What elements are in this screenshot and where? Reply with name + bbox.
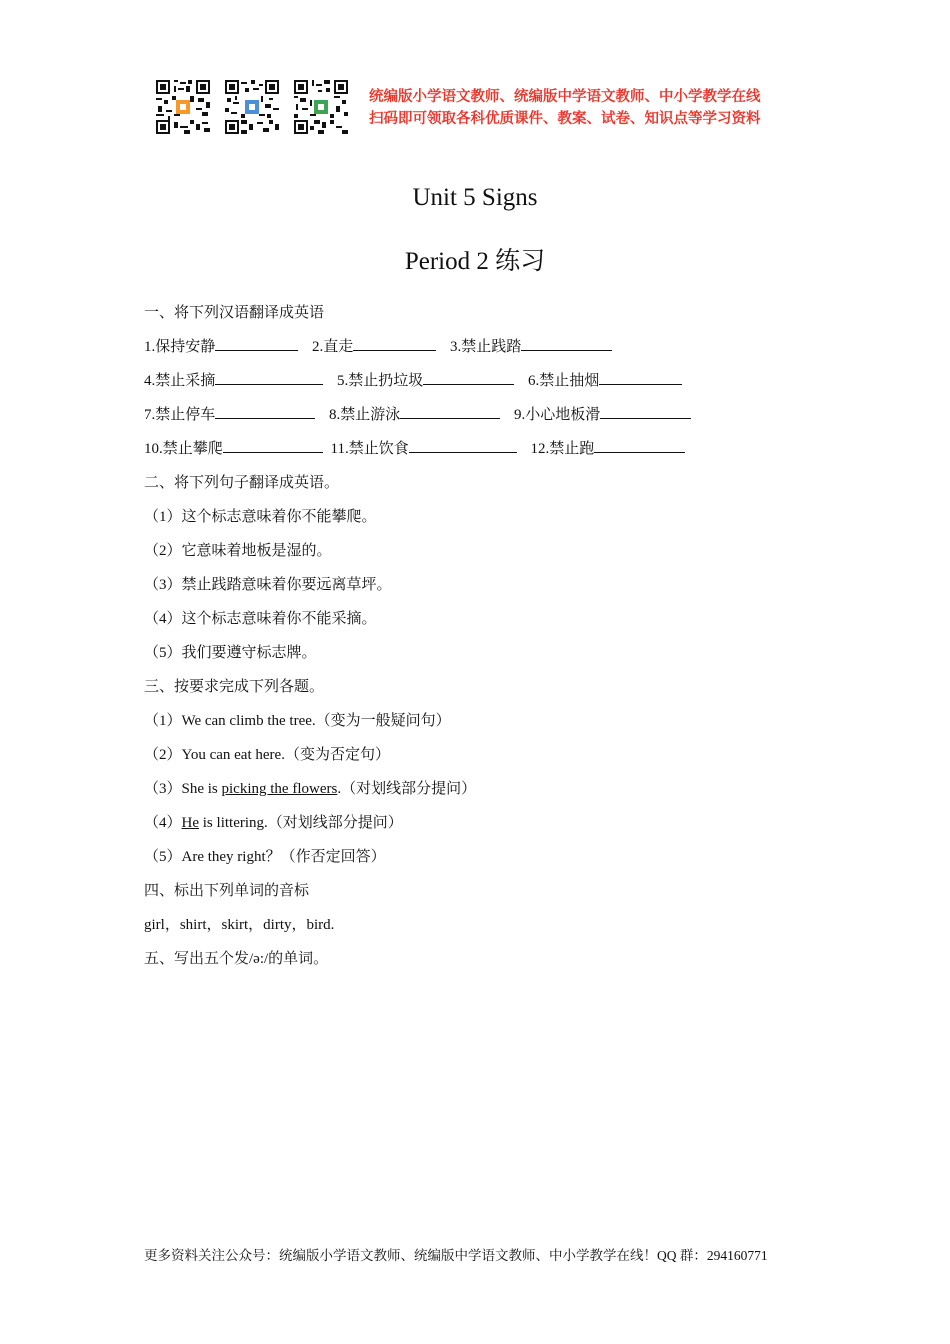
vocab-item: 4.禁止采摘 — [144, 373, 216, 389]
vocab-item: 1.保持安静 — [144, 339, 216, 355]
section1-row-2 — [144, 370, 692, 391]
section5-heading: 五、写出五个发/ə:/的单词。 — [144, 951, 329, 967]
vocab-item: 7.禁止停车 — [144, 407, 216, 423]
section1-heading: 一、将下列汉语翻译成英语 — [144, 305, 325, 321]
qr-code-blue-icon[interactable] — [225, 80, 279, 134]
q4-suffix: is littering.（对划线部分提问） — [199, 815, 403, 831]
section1-row-4 — [144, 438, 695, 459]
section3-heading: 三、按要求完成下列各题。 — [144, 679, 325, 695]
vocab-item: 9.小心地板滑 — [514, 407, 601, 423]
answer-blank[interactable] — [353, 336, 436, 351]
banner-line-2: 扫码即可领取各科优质课件、教案、试卷、知识点等学习资料 — [369, 111, 761, 127]
section3-q3 — [144, 779, 476, 799]
qr-code-green-icon[interactable] — [294, 80, 348, 134]
answer-blank[interactable] — [409, 438, 517, 453]
answer-blank[interactable] — [215, 404, 315, 419]
answer-blank[interactable] — [594, 438, 685, 453]
q4-prefix: （4） — [144, 815, 182, 831]
page-title: Unit 5 Signs — [412, 184, 538, 211]
vocab-item: 3.禁止践踏 — [450, 339, 522, 355]
page-footer: 更多资料关注公众号：统编版小学语文教师、统编版中学语文教师、中小学教学在线！QQ 群：294160771 — [144, 1248, 768, 1263]
section4-heading: 四、标出下列单词的音标 — [144, 883, 310, 899]
q3-prefix: （3）She is — [144, 781, 222, 797]
page-subtitle: Period 2 练习 — [404, 248, 546, 275]
section2-item-4: （4）这个标志意味着你不能采摘。 — [144, 611, 377, 627]
q3-suffix: .（对划线部分提问） — [337, 781, 477, 797]
section2-item-5: （5）我们要遵守标志牌。 — [144, 645, 317, 661]
vocab-item: 11.禁止饮食 — [330, 441, 409, 457]
answer-blank[interactable] — [599, 370, 682, 385]
q4-underlined: He — [181, 815, 200, 831]
section3-q5: （5）Are they right？（作否定回答） — [144, 849, 386, 865]
section2-heading: 二、将下列句子翻译成英语。 — [144, 475, 340, 491]
vocab-item: 2.直走 — [312, 339, 354, 355]
header-banner — [156, 80, 806, 136]
answer-blank[interactable] — [600, 404, 691, 419]
section3-q1: （1）We can climb the tree.（变为一般疑问句） — [144, 713, 451, 729]
section4-words: girl，shirt，skirt，dirty，bird. — [144, 917, 335, 933]
section3-q2: （2）You can eat here.（变为否定句） — [144, 747, 390, 763]
qr-code-orange-icon[interactable] — [156, 80, 210, 134]
vocab-item: 8.禁止游泳 — [329, 407, 401, 423]
vocab-item: 5.禁止扔垃圾 — [337, 373, 424, 389]
q3-underlined: picking the flowers — [221, 781, 338, 797]
answer-blank[interactable] — [400, 404, 500, 419]
answer-blank[interactable] — [223, 438, 323, 453]
vocab-item: 10.禁止攀爬 — [144, 441, 223, 457]
answer-blank[interactable] — [215, 336, 298, 351]
vocab-item: 6.禁止抽烟 — [528, 373, 600, 389]
vocab-item: 12.禁止跑 — [530, 441, 595, 457]
section1-row-1 — [144, 336, 622, 357]
section3-q4 — [144, 813, 403, 833]
answer-blank[interactable] — [423, 370, 514, 385]
section2-item-3: （3）禁止践踏意味着你要远离草坪。 — [144, 577, 392, 593]
section2-item-1: （1）这个标志意味着你不能攀爬。 — [144, 509, 377, 525]
section2-item-2: （2）它意味着地板是湿的。 — [144, 543, 332, 559]
banner-line-1: 统编版小学语文教师、统编版中学语文教师、中小学教学在线 — [369, 89, 761, 105]
answer-blank[interactable] — [215, 370, 323, 385]
answer-blank[interactable] — [521, 336, 612, 351]
section1-row-3 — [144, 404, 701, 425]
banner-text — [369, 86, 809, 130]
